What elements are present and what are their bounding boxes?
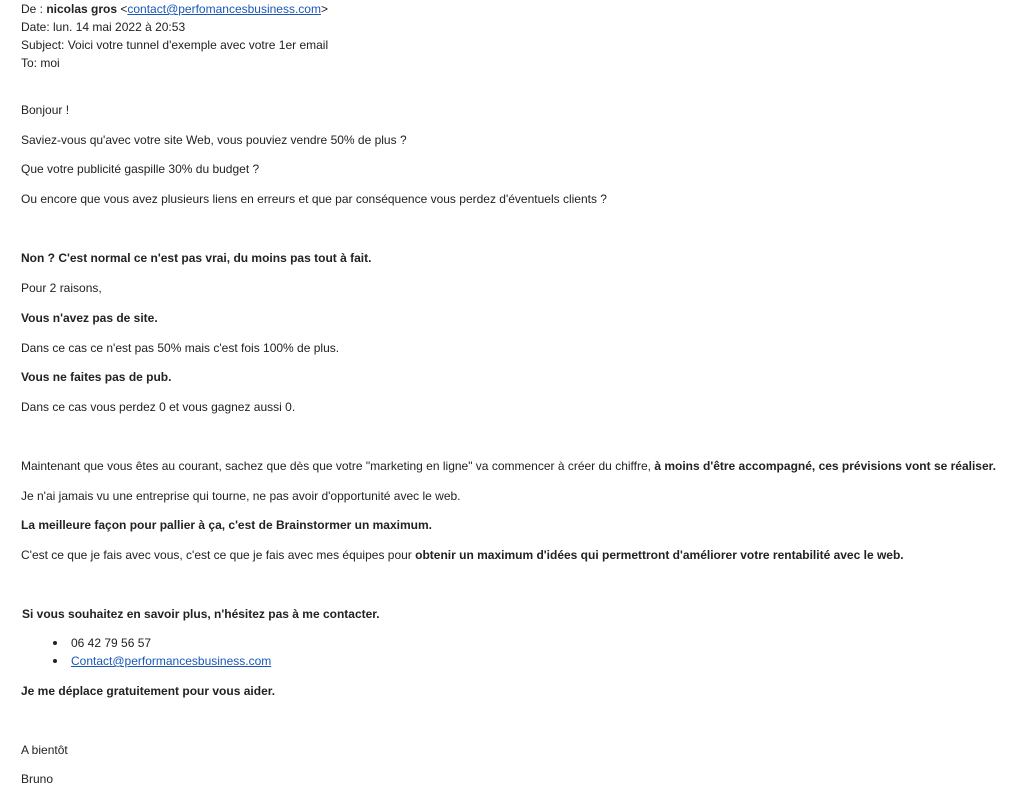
from-label: De : <box>21 2 47 16</box>
contact-list <box>53 634 271 670</box>
paragraph-11: Je n'ai jamais vu une entreprise qui tourne, ne pas avoir d'opportunité avec le web. <box>21 489 461 503</box>
paragraph-13 <box>21 548 904 563</box>
paragraph-10-bold: à moins d'être accompagné, ces prévisions vont se réaliser. <box>654 459 996 473</box>
paragraph-13-bold: obtenir un maximum d'idées qui permettront d'améliorer votre rentabilité avec le web. <box>415 548 904 562</box>
from-bracket-close: > <box>320 2 328 16</box>
contact-email-link[interactable]: Contact@performancesbusiness.com <box>71 654 272 668</box>
from-bracket-open: < <box>117 2 128 16</box>
subject-line: Subject: Voici votre tunnel d'exemple avec votre 1er email <box>21 38 329 52</box>
contact-phone-item: 06 42 79 56 57 <box>53 634 271 652</box>
sender-name: nicolas gros <box>46 2 118 16</box>
paragraph-14-text: Si vous souhaitez en savoir plus, n'hésitez pas à me contacter. <box>22 607 380 621</box>
contact-email-item <box>53 652 271 670</box>
paragraph-12 <box>21 518 432 533</box>
paragraph-5: Pour 2 raisons, <box>21 281 102 295</box>
paragraph-15 <box>21 684 275 699</box>
paragraph-7: Dans ce cas ce n'est pas 50% mais c'est fois 100% de plus. <box>21 341 340 355</box>
paragraph-15-text: Je me déplace gratuitement pour vous aider. <box>21 684 276 698</box>
paragraph-13-text: C'est ce que je fais avec vous, c'est ce que je fais avec mes équipes pour <box>21 548 416 562</box>
signature: Bruno <box>21 772 54 786</box>
paragraph-2: Que votre publicité gaspille 30% du budget ? <box>21 162 260 176</box>
greeting: Bonjour ! <box>21 103 70 117</box>
from-line <box>21 2 328 17</box>
paragraph-8 <box>21 370 171 385</box>
paragraph-10 <box>21 459 996 474</box>
sender-email-link[interactable]: contact@perfomancesbusiness.com <box>127 2 321 16</box>
paragraph-9: Dans ce cas vous perdez 0 et vous gagnez aussi 0. <box>21 400 296 414</box>
paragraph-1: Saviez-vous qu'avec votre site Web, vous pouviez vendre 50% de plus ? <box>21 133 407 147</box>
paragraph-6 <box>21 311 158 326</box>
date-line: Date: lun. 14 mai 2022 à 20:53 <box>21 20 186 34</box>
paragraph-6-text: Vous n'avez pas de site. <box>21 311 158 325</box>
paragraph-4-text: Non ? C'est normal ce n'est pas vrai, du moins pas tout à fait. <box>21 251 372 265</box>
paragraph-10-text: Maintenant que vous êtes au courant, sachez que dès que votre "marketing en ligne" va commencer à créer du chiffre, <box>21 459 655 473</box>
to-line: To: moi <box>21 56 60 70</box>
paragraph-14 <box>22 607 380 622</box>
paragraph-12-text: La meilleure façon pour pallier à ça, c'est de Brainstormer un maximum. <box>21 518 432 532</box>
closing: A bientôt <box>21 743 68 757</box>
paragraph-4 <box>21 251 371 266</box>
paragraph-3: Ou encore que vous avez plusieurs liens en erreurs et que par conséquence vous perdez d'éventuels clients ? <box>21 192 607 206</box>
paragraph-8-text: Vous ne faites pas de pub. <box>21 370 172 384</box>
